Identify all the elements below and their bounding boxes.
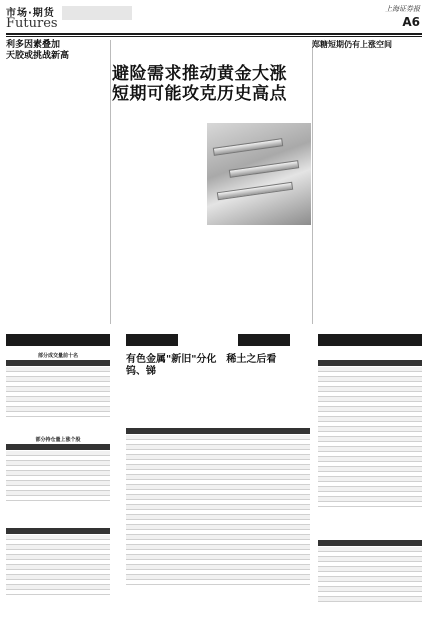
left-top-table: [6, 367, 110, 417]
gold-bars-photo: [207, 123, 311, 225]
right-top-table-header: [318, 360, 422, 366]
column-divider-left: [110, 40, 111, 324]
left-top-table-header: [6, 360, 110, 366]
left-bottom-table-header: [6, 528, 110, 534]
feature-body-col-4: [260, 230, 310, 324]
gold-bar-image: [213, 138, 283, 156]
feature-body-col-1: [114, 138, 160, 324]
lower-body-col-3: [238, 372, 290, 418]
right-bottom-table: [318, 547, 422, 602]
lower-body-col-1: [126, 372, 178, 418]
right-article-body: [315, 56, 423, 324]
right-article-headline: [312, 40, 424, 50]
section-english-name: Futures: [6, 16, 58, 31]
table-row: [6, 496, 110, 501]
page-number: A6: [402, 15, 420, 29]
lower-table: [126, 435, 310, 585]
left-mid-table: [6, 451, 110, 501]
feature-headline: [112, 64, 312, 104]
dateline: [62, 6, 132, 20]
ad-banner: [126, 334, 178, 346]
lower-body-col-4: [294, 372, 310, 418]
left-article-headline: [6, 40, 98, 62]
ad-banner: [318, 334, 422, 346]
left-mid-table-title: 部分持仓量上涨个股: [35, 437, 81, 443]
masthead: [6, 4, 422, 34]
paper-name: 上海证券报: [385, 5, 420, 13]
table-row: [318, 502, 422, 507]
lower-table-header: [126, 428, 310, 434]
lower-headline-text: 有色金属"新旧"分化 稀土之后看钨、锑: [126, 354, 277, 377]
gold-bar-image: [217, 182, 293, 200]
right-headline-text: 郑糖短期仍有上涨空间: [312, 40, 392, 49]
left-bottom-table: [6, 535, 110, 595]
left-article-body: [6, 68, 108, 322]
ad-banner: [238, 334, 290, 346]
table-row: [6, 412, 110, 417]
column-divider-right: [312, 40, 313, 324]
table-row: [6, 590, 110, 595]
section-name: 市场·期货: [6, 8, 55, 19]
masthead-rule-thick: [6, 33, 422, 35]
left-headline-text: 利多因素叠加 天胶或挑战新高: [6, 40, 70, 61]
feature-intro-text: [158, 110, 206, 136]
right-bottom-table-header: [318, 540, 422, 546]
feature-body-col-2: [162, 138, 206, 324]
table-row: [318, 597, 422, 602]
feature-body-col-3: [207, 230, 257, 324]
masthead-rule-thin: [6, 36, 422, 37]
feature-headline-text: 避险需求推动黄金大涨 短期可能攻克历史高点: [112, 64, 287, 104]
left-top-table-title: 部分成交量前十名: [37, 353, 78, 359]
lower-body-col-2: [182, 372, 234, 418]
left-mid-table-header: [6, 444, 110, 450]
gold-bar-image: [229, 160, 299, 178]
right-top-table: [318, 367, 422, 507]
ad-banner: [6, 334, 110, 346]
table-row: [126, 580, 310, 585]
